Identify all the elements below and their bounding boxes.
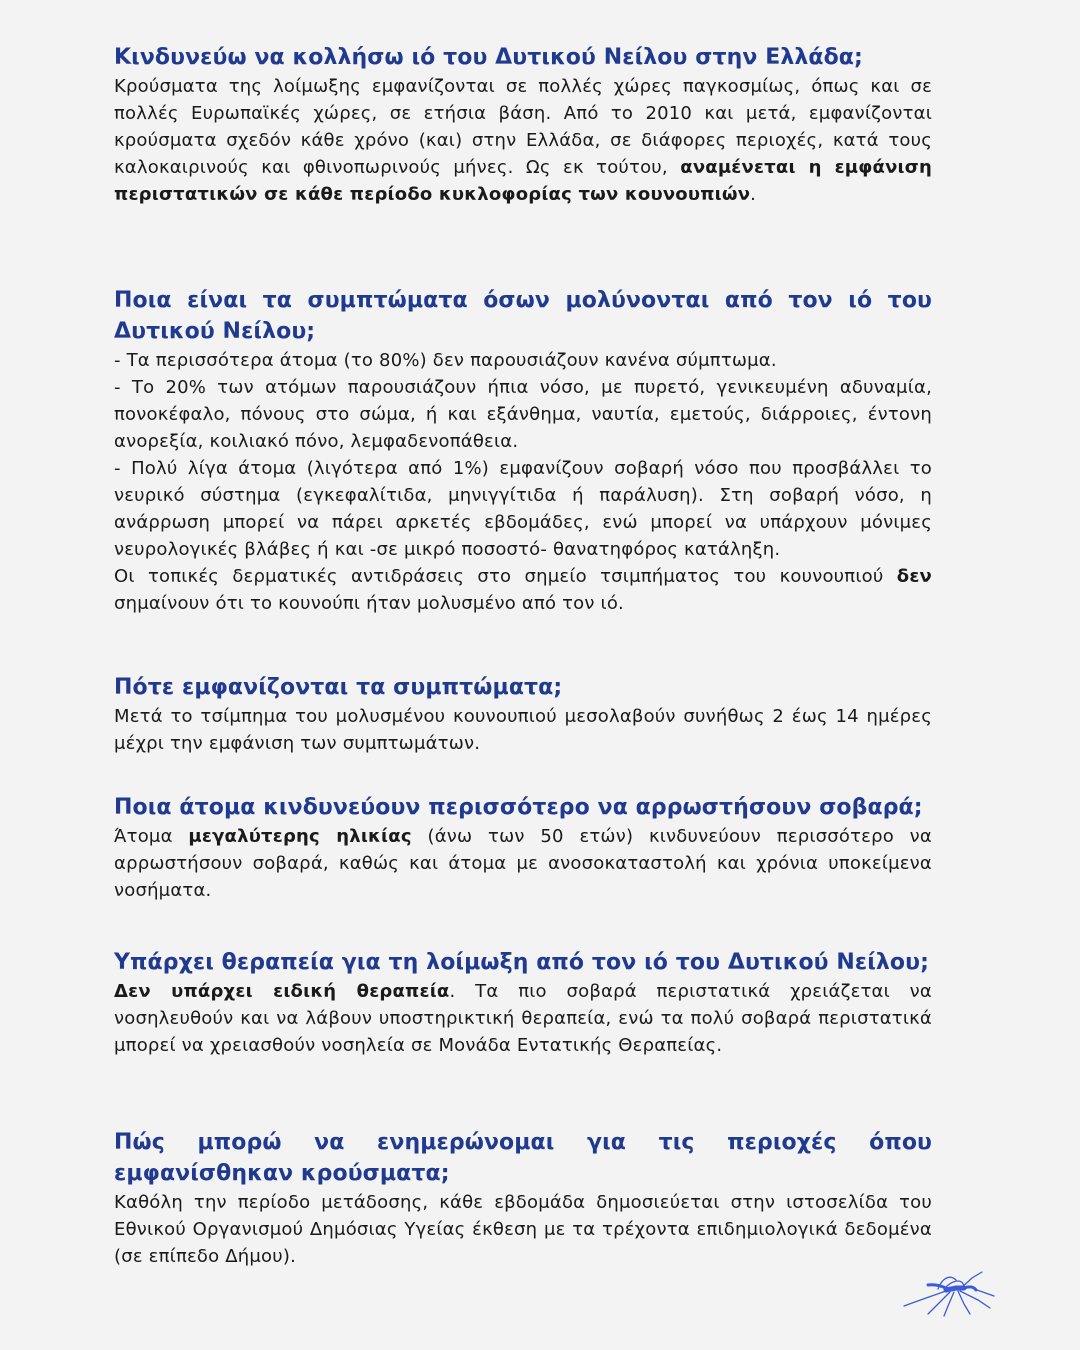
paragraph-bold-text: μεγαλύτερης ηλικίας (188, 826, 412, 847)
section-heading: Υπάρχει θεραπεία για τη λοίμωξη από τον ιό του Δυτικού Νείλου; (114, 950, 929, 975)
paragraph-text: Άτομα (114, 826, 189, 847)
paragraph-bold-text: δεν (896, 566, 932, 587)
symptoms-line-2: - Το 20% των ατόμων παρουσιάζουν ήπια νόσο, με πυρετό, γενικευμένη αδυναμία, πονοκέφαλο, πόνους στο σώμα, ή και εξάνθημα, ναυτία, εμετούς, διάρροιες, έντονη ανορεξία, κοιλιακό πόνο, λεμφαδενοπάθεια. (114, 377, 932, 452)
section-risk-in-greece (114, 42, 932, 208)
paragraph-bold-text: Δεν υπάρχει ειδική θεραπεία (114, 981, 450, 1002)
symptoms-line-4 (114, 563, 932, 617)
section-risk-groups (114, 792, 932, 904)
paragraph-text: . Τα πιο σοβαρά περιστατικά χρειάζεται να νοσηλευθούν και να λάβουν υποστηρικτική θεραπεία, ενώ τα πολύ σοβαρά περιστατικά μπορεί να χρειασθούν νοσηλεία σε Μονάδα Εντατικής Θεραπείας. (114, 981, 932, 1056)
symptoms-line-3: - Πολύ λίγα άτομα (λιγότερα από 1%) εμφανίζουν σοβαρή νόσο που προσβάλλει το νευρικό σύστημα (εγκεφαλίτιδα, μηνιγγίτιδα ή παράλυση). Στη σοβαρή νόσο, η ανάρρωση μπορεί να πάρει αρκετές εβδομάδες, ενώ μπορεί να υπάρχουν μόνιμες νευρολογικές βλάβες ή και -σε μικρό ποσοστό- θανατηφόρος κατάληξη. (114, 458, 932, 560)
section-treatment (114, 947, 932, 1059)
section-paragraph: Καθόλη την περίοδο μετάδοσης, κάθε εβδομάδα δημοσιεύεται στην ιστοσελίδα του Εθνικού Οργανισμού Δημόσιας Υγείας έκθεση με τα τρέχοντα επιδημιολογικά δεδομένα (σε επίπεδο Δήμου). (114, 1192, 932, 1267)
paragraph-text: Κρούσματα της λοίμωξης εμφανίζονται σε πολλές χώρες παγκοσμίως, όπως και σε πολλές Ευρωπαϊκές χώρες, σε ετήσια βάση. Από το 2010 και μετά, εμφανίζονται κρούσματα σχεδόν κάθε χρόνο (και) στην Ελλάδα, σε διάφορες περιοχές, κατά τους καλοκαιρινούς και φθινοπωρινούς μήνες. Ως εκ τούτου, (114, 76, 932, 178)
mosquito-icon (898, 1268, 1000, 1318)
paragraph-text: (άνω των 50 ετών) κινδυνεύουν περισσότερο να αρρωστήσουν σοβαρά, καθώς και άτομα με ανοσοκαταστολή και χρόνια υποκείμενα νοσήματα. (114, 826, 932, 901)
section-paragraph (114, 978, 932, 1059)
section-paragraph (114, 73, 932, 208)
symptoms-line-1: - Τα περισσότερα άτομα (το 80%) δεν παρουσιάζουν κανένα σύμπτωμα. (114, 350, 777, 371)
paragraph-bold-text: αναμένεται η εμφάνιση περιστατικών σε κάθε περίοδο κυκλοφορίας των κουνουπιών (114, 157, 932, 205)
paragraph-text: . (750, 184, 757, 205)
section-symptoms (114, 285, 932, 617)
section-information-sources (114, 1127, 932, 1270)
section-heading: Ποια άτομα κινδυνεύουν περισσότερο να αρρωστήσουν σοβαρά; (114, 795, 923, 820)
paragraph-text: Οι τοπικές δερματικές αντιδράσεις στο σημείο τσιμπήματος του κουνουπιού (114, 566, 897, 587)
section-paragraph (114, 823, 932, 904)
section-heading: Κινδυνεύω να κολλήσω ιό του Δυτικού Νείλου στην Ελλάδα; (114, 45, 863, 70)
section-heading: Ποια είναι τα συμπτώματα όσων μολύνονται από τον ιό του Δυτικού Νείλου; (114, 288, 932, 344)
section-paragraph: Μετά το τσίμπημα του μολυσμένου κουνουπιού μεσολαβούν συνήθως 2 έως 14 ημέρες μέχρι την εμφάνιση των συμπτωμάτων. (114, 706, 932, 754)
section-heading: Πώς μπορώ να ενημερώνομαι για τις περιοχές όπου εμφανίσθηκαν κρούσματα; (114, 1130, 932, 1186)
section-heading: Πότε εμφανίζονται τα συμπτώματα; (114, 675, 563, 700)
paragraph-text: σημαίνουν ότι το κουνούπι ήταν μολυσμένο από τον ιό. (114, 593, 624, 614)
section-symptom-onset (114, 672, 932, 757)
